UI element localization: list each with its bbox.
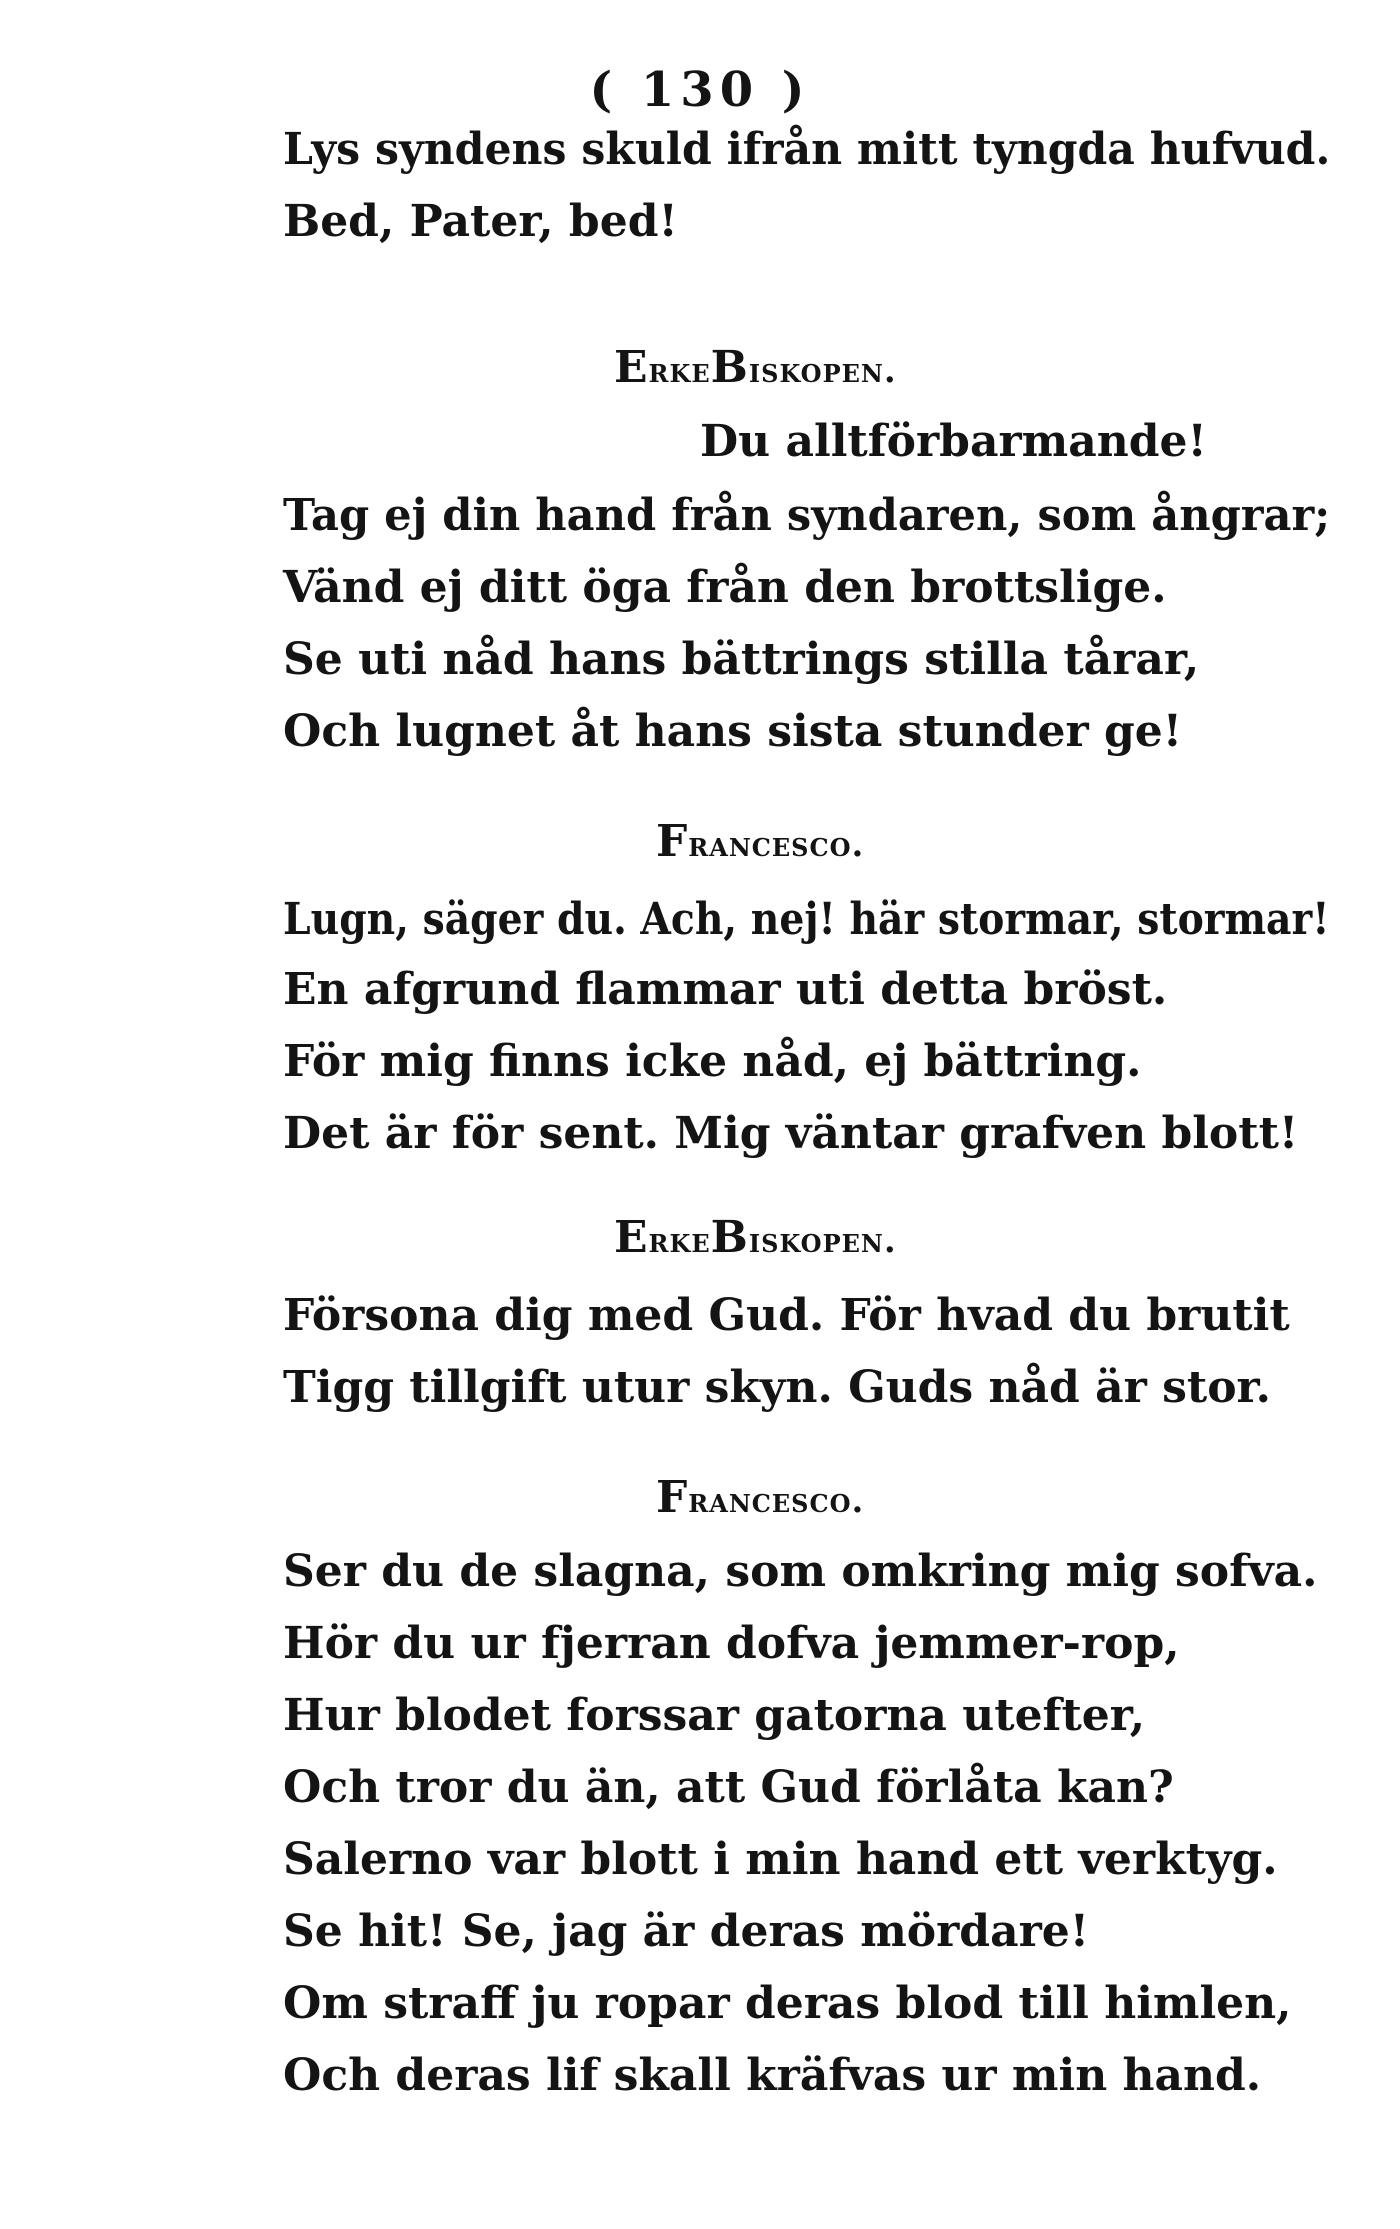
line-12: Försona dig med Gud. För hvad du brutit bbox=[283, 1290, 1290, 1341]
line-4: Tag ej din hand från syndaren, som ångrar; bbox=[283, 490, 1331, 541]
line-16: Hur blodet forssar gatorna utefter, bbox=[283, 1690, 1146, 1741]
line-19: Se hit! Se, jag är deras mördare! bbox=[283, 1906, 1090, 1957]
line-1: Lys syndens skuld ifrån mitt tyngda hufvud. bbox=[283, 124, 1331, 175]
page-number: ( 130 ) bbox=[589, 62, 811, 118]
line-15: Hör du ur fjerran dofva jemmer-rop, bbox=[283, 1618, 1180, 1669]
line-21: Och deras lif skall kräfvas ur min hand. bbox=[283, 2050, 1262, 2101]
speaker-francesco-1: Francesco. bbox=[656, 816, 865, 867]
line-13: Tigg tillgift utur skyn. Guds nåd är stor. bbox=[283, 1362, 1272, 1413]
line-2: Bed, Pater, bed! bbox=[283, 196, 678, 247]
speaker-erkebiskopen-1: ErkeBiskopen. bbox=[614, 342, 897, 393]
line-9: En afgrund flammar uti detta bröst. bbox=[283, 964, 1168, 1015]
line-7: Och lugnet åt hans sista stunder ge! bbox=[283, 706, 1183, 757]
line-17: Och tror du än, att Gud förlåta kan? bbox=[283, 1762, 1174, 1813]
line-6: Se uti nåd hans bättrings stilla tårar, bbox=[283, 634, 1200, 685]
speaker-francesco-2: Francesco. bbox=[656, 1472, 865, 1523]
line-20: Om straff ju ropar deras blod till himlen, bbox=[283, 1978, 1292, 2029]
line-8: Lugn, säger du. Ach, nej! här stormar, stormar! bbox=[283, 894, 1330, 945]
line-5: Vänd ej ditt öga från den brottslige. bbox=[283, 562, 1167, 613]
line-18: Salerno var blott i min hand ett verktyg. bbox=[283, 1834, 1278, 1885]
line-10: För mig finns icke nåd, ej bättring. bbox=[283, 1036, 1142, 1087]
line-14: Ser du de slagna, som omkring mig sofva. bbox=[283, 1546, 1318, 1597]
speaker-erkebiskopen-2: ErkeBiskopen. bbox=[614, 1212, 897, 1263]
line-3: Du alltförbarmande! bbox=[700, 416, 1207, 467]
line-11: Det är för sent. Mig väntar grafven blott! bbox=[283, 1108, 1299, 1159]
